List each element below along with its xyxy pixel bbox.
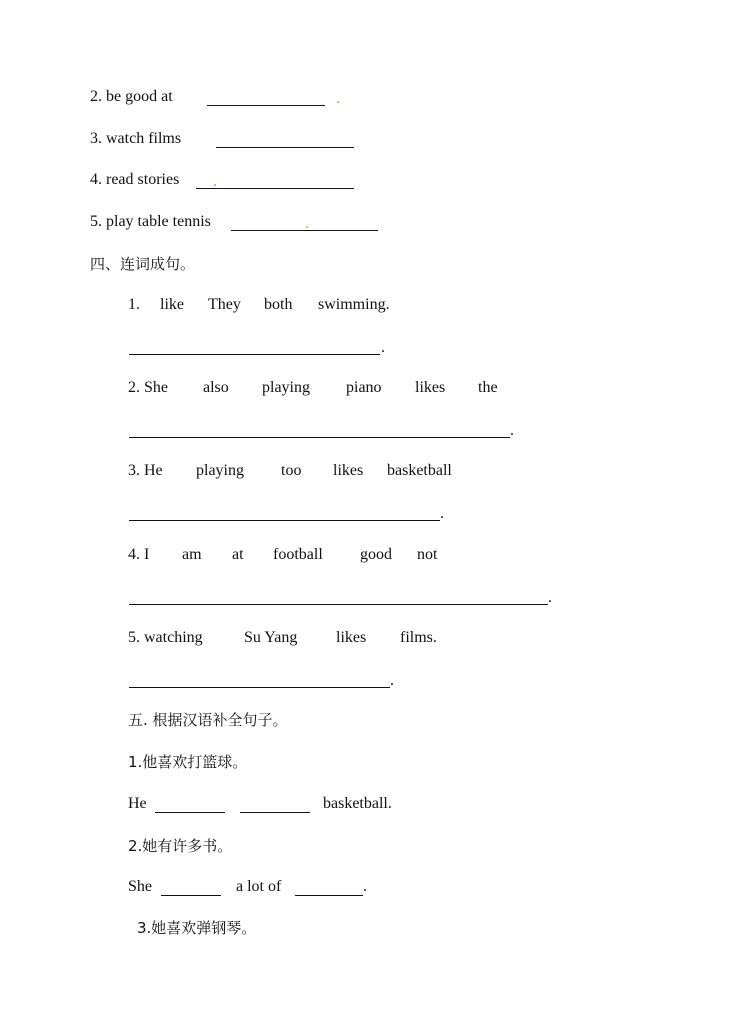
q4-word: 4. I	[128, 546, 150, 563]
q2-word: the	[478, 379, 498, 396]
section3-item-4-answer-line[interactable]	[196, 188, 354, 189]
section5-item-2-blank-2[interactable]	[295, 895, 363, 896]
q3-word: basketball	[387, 462, 452, 479]
q4-word: am	[182, 546, 202, 563]
q4-answer-line[interactable]	[129, 604, 548, 605]
q2-word: likes	[415, 379, 446, 396]
q3-period: .	[440, 505, 444, 522]
section3-item-5-text: 5. play table tennis	[90, 213, 211, 230]
section3-item-2-answer-line[interactable]	[207, 105, 325, 106]
q5-word: 5. watching	[128, 629, 203, 646]
q3-answer-line[interactable]	[129, 520, 440, 521]
speck	[306, 226, 308, 228]
section5-item-1-blank-1[interactable]	[155, 812, 225, 813]
section5-item-1-start: He	[128, 795, 147, 812]
q2-word: also	[203, 379, 229, 396]
section5-item-2-start: She	[128, 878, 152, 895]
q2-word: piano	[346, 379, 382, 396]
section3-item-3-text: 3. watch films	[90, 130, 182, 147]
q3-word: likes	[333, 462, 364, 479]
section5-item-1-end: basketball.	[323, 795, 392, 812]
section5-item-2-chinese: 2.她有许多书。	[128, 837, 233, 855]
q1-word: swimming.	[318, 296, 390, 313]
q4-word: not	[417, 546, 438, 563]
q1-word: both	[264, 296, 293, 313]
section5-item-2-end: .	[363, 878, 367, 895]
q2-word: 2. She	[128, 379, 168, 396]
q1-word: like	[160, 296, 184, 313]
q5-word: Su Yang	[244, 629, 298, 646]
q5-word: films.	[400, 629, 437, 646]
section3-item-3	[90, 129, 181, 149]
q3-word: too	[281, 462, 302, 479]
q5-period: .	[390, 672, 394, 689]
q2-word: playing	[262, 379, 310, 396]
section3-item-5	[90, 212, 211, 232]
section3-item-2	[90, 87, 173, 107]
q4-word: good	[360, 546, 392, 563]
section3-item-5-answer-line[interactable]	[231, 230, 378, 231]
q1-period: .	[381, 339, 385, 356]
q4-period: .	[548, 589, 552, 606]
speck	[214, 184, 216, 186]
section3-item-4	[90, 170, 179, 190]
section5-item-1-chinese: 1.他喜欢打篮球。	[128, 753, 248, 771]
q2-answer-line[interactable]	[129, 437, 510, 438]
q5-answer-line[interactable]	[129, 687, 390, 688]
section5-item-1-blank-2[interactable]	[240, 812, 310, 813]
section5-item-3-chinese: 3.她喜欢弹钢琴。	[137, 919, 257, 937]
q2-period: .	[510, 422, 514, 439]
section5-heading: 五. 根据汉语补全句子。	[128, 711, 288, 729]
section3-item-3-answer-line[interactable]	[216, 147, 354, 148]
q4-word: at	[232, 546, 244, 563]
q1-word: They	[208, 296, 241, 313]
speck	[337, 101, 339, 103]
q3-word: 3. He	[128, 462, 163, 479]
q1-word: 1.	[128, 296, 140, 313]
section3-item-2-text: 2. be good at	[90, 88, 173, 105]
section5-item-2-blank-1[interactable]	[161, 895, 221, 896]
q1-answer-line[interactable]	[129, 354, 380, 355]
section5-item-2-mid: a lot of	[236, 878, 282, 895]
q3-word: playing	[196, 462, 244, 479]
q4-word: football	[273, 546, 323, 563]
section3-item-4-text: 4. read stories	[90, 171, 180, 188]
q5-word: likes	[336, 629, 367, 646]
section4-heading: 四、连词成句。	[90, 255, 196, 273]
